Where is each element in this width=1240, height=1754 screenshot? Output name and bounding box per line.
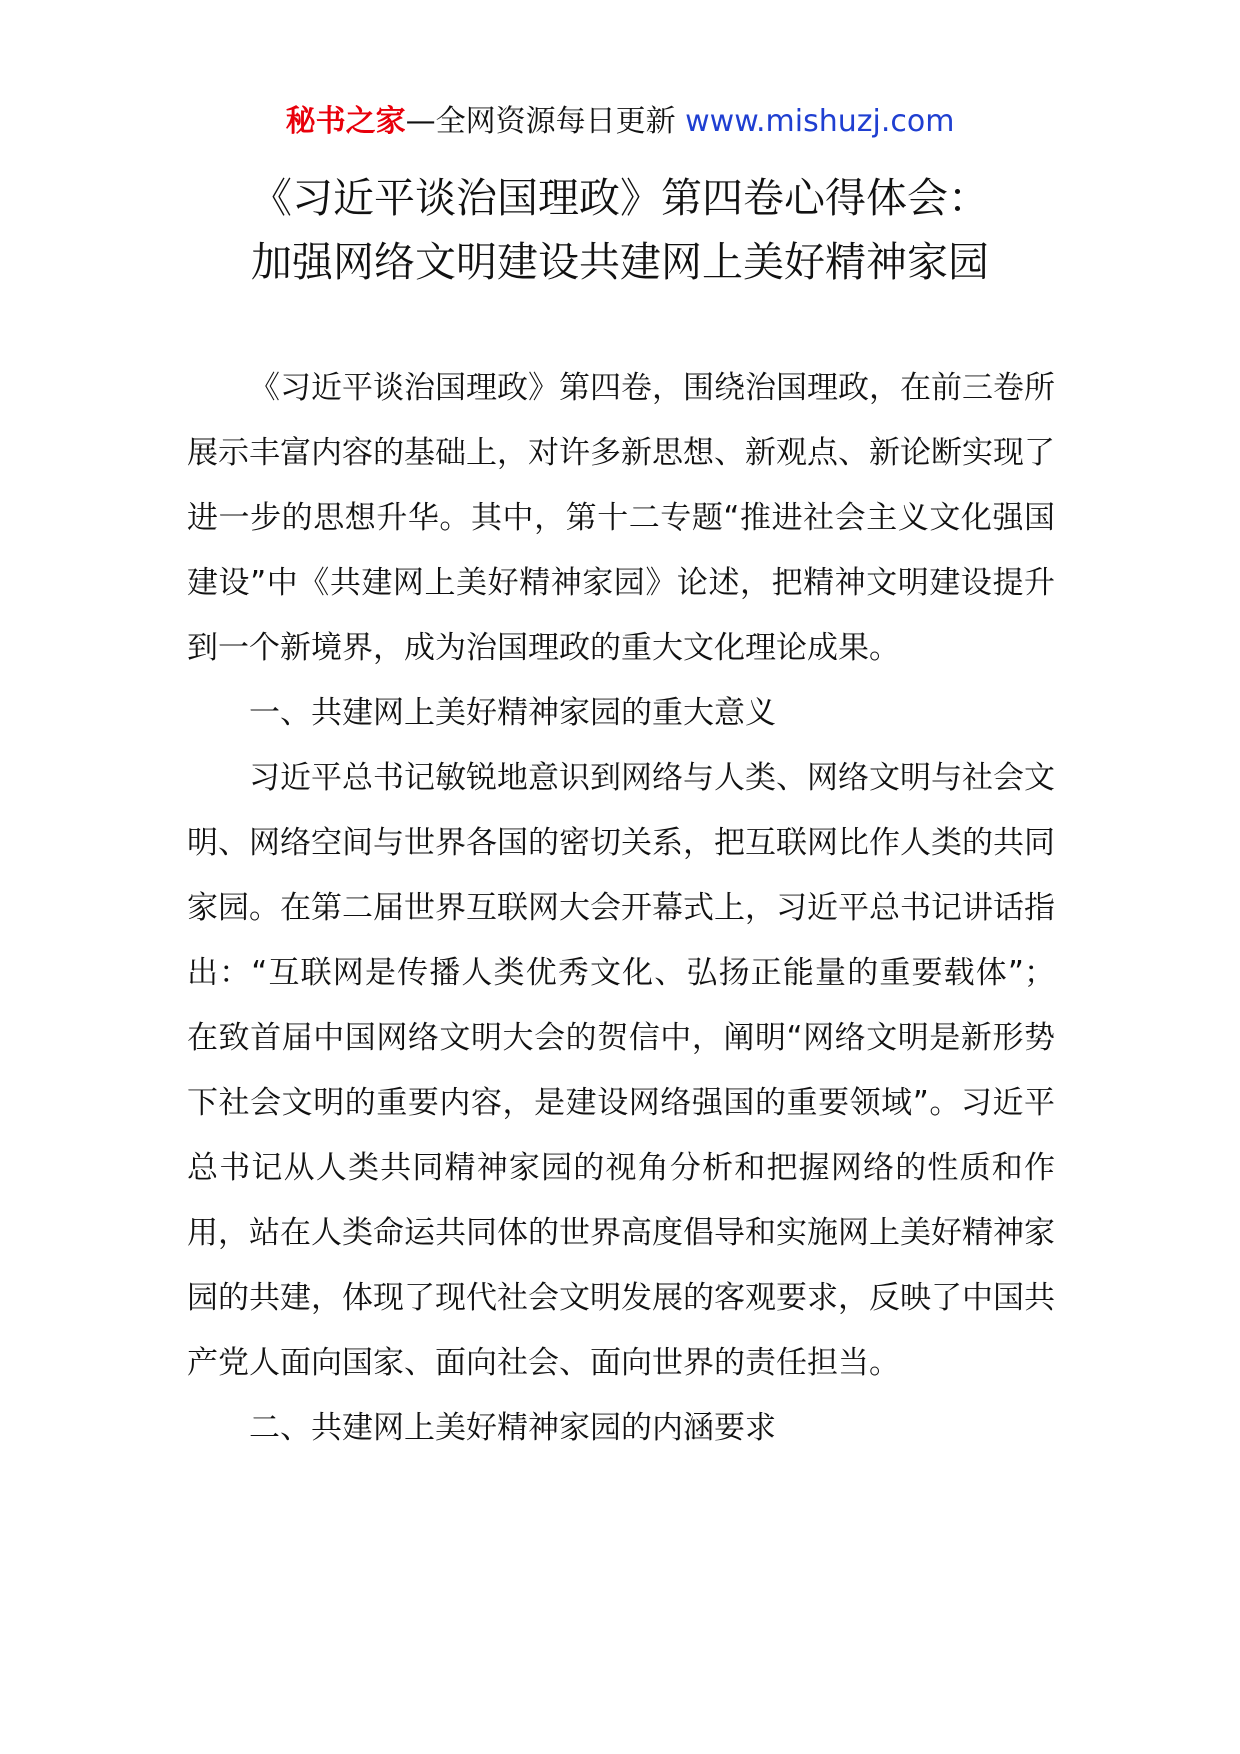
brand-name: 秘书之家 <box>285 104 406 139</box>
title-line-2: 加强网络文明建设共建网上美好精神家园 <box>251 238 989 286</box>
site-header <box>0 100 1240 144</box>
section-heading-1: 一、共建网上美好精神家园的重大意义 <box>249 695 776 731</box>
title-line-1: 《习近平谈治国理政》第四卷心得体会： <box>251 174 989 222</box>
section-heading-2: 二、共建网上美好精神家园的内涵要求 <box>249 1410 776 1446</box>
site-url-link[interactable]: www.mishuzj.com <box>685 104 955 139</box>
header-slogan: —全网资源每日更新 <box>405 104 676 139</box>
document-title <box>0 166 1240 294</box>
section-paragraph-1: 习近平总书记敏锐地意识到网络与人类、网络文明与社会文明、网络空间与世界各国的密切关系，把互联网比作人类的共同家园。在第二届世界互联网大会开幕式上，习近平总书记讲话指出：“互联网是传播人类优秀文化、弘扬正能量的重要载体”；在致首届中国网络文明大会的贺信中，阐明“网络文明是新形势下社会文明的重要内容，是建设网络强国的重要领域”。习近平总书记从人类共同精神家园的视角分析和把握网络的性质和作用，站在人类命运共同体的世界高度倡导和实施网上美好精神家园的共建，体现了现代社会文明发展的客观要求，反映了中国共产党人面向国家、面向社会、面向世界的责任担当。 <box>187 760 1055 1381</box>
document-body <box>187 356 1055 1461</box>
intro-paragraph: 《习近平谈治国理政》第四卷，围绕治国理政，在前三卷所展示丰富内容的基础上，对许多新思想、新观点、新论断实现了进一步的思想升华。其中，第十二专题“推进社会主义文化强国建设”中《共建网上美好精神家园》论述，把精神文明建设提升到一个新境界，成为治国理政的重大文化理论成果。 <box>187 370 1055 666</box>
